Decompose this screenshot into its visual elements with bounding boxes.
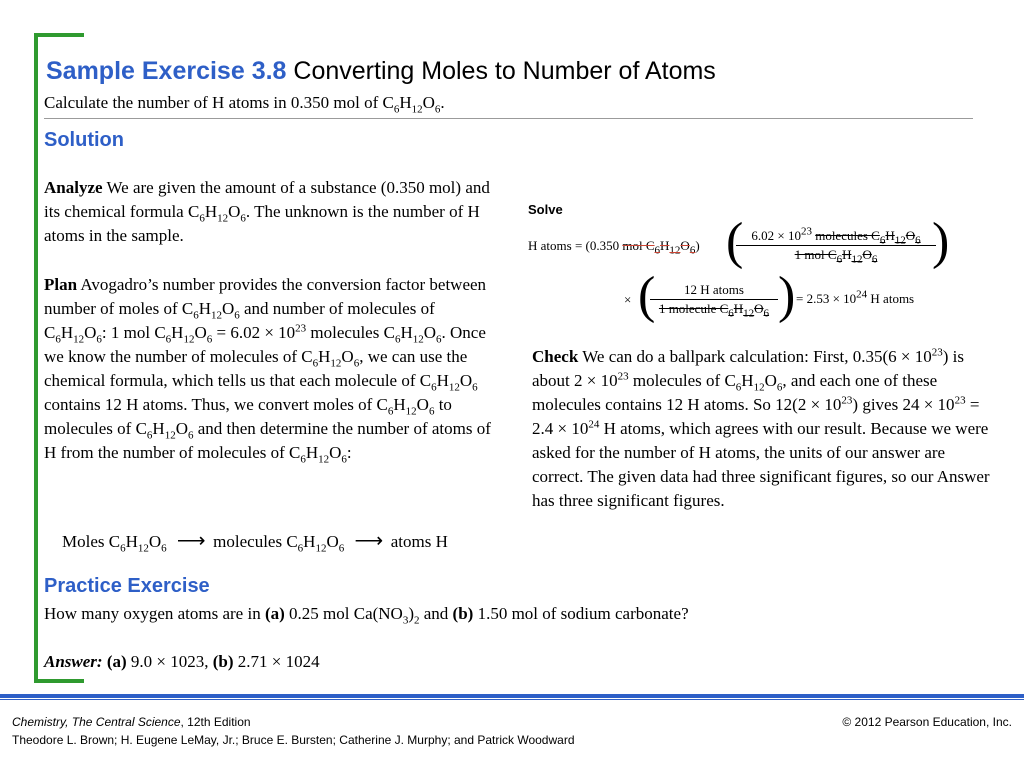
footer-book: Chemistry, The Central Science, 12th Edition — [12, 715, 251, 729]
footer-bar — [0, 694, 1024, 698]
problem-statement: Calculate the number of H atoms in 0.350 mol of $C_6H_{12}O_6$. — [44, 93, 445, 116]
conversion-factor-2: 12 H atoms 1 molecule $C_6H_{12}O_6$ — [650, 282, 778, 317]
divider — [44, 118, 973, 119]
right-arrow-icon: ⟶ — [176, 530, 206, 552]
solution-heading: Solution — [44, 129, 124, 151]
flow-moles: Moles $C_6H_{12}O_6$ — [62, 532, 167, 555]
page-title — [46, 57, 716, 86]
check-paragraph: Check We can do a ballpark calculation: First, $0.35(6 \times 10^{23})$ is about $2 \times 10^{23}$ molecules of $C_6H_{12}O_6$, and each one of these molecules contains 12 H atoms. So $12(2 \times 10^{23})$ gives $24 \times 10^{23} = 2.4 \times 10^{24}$ H atoms, which agrees with our result. Because we were asked for the number of H atoms, the units of our answer are correct. The given data had three significant figures, so our Answer has three significant figures. — [532, 346, 990, 510]
footer-line — [0, 699, 1024, 700]
close-paren: ) — [932, 213, 950, 270]
practice-heading: Practice Exercise — [44, 575, 210, 597]
plan-paragraph: Plan Avogadro’s number provides the conversion factor between number of moles of $C_6H_{12}O_6$ and number of molecules of $C_6H_{12}O_6$: 1 mol $C_6H_{12}O_6 = 6.02 \times 10^{23}$ molecules $C_6H_{12}O_6$. Once we know the number of molecules of $C_6H_{12}O_6$, we can use the chemical formula, which tells us that each molecule of $C_6H_{12}O_6$ contains 12 H atoms. Thus, we convert moles of $C_6H_{12}O_6$ to molecules of $C_6H_{12}O_6$ and then determine the number of atoms of H from the number of molecules of $C_6H_{12}O_6$: — [44, 275, 491, 466]
times-sign: × — [624, 292, 632, 307]
analyze-paragraph: Analyze We are given the amount of a substance (0.350 mol) and its chemical formula $C_6H_{12}O_6$. The unknown is the number of H atoms in the sample. — [44, 178, 490, 245]
exercise-number: Sample Exercise 3.8 — [46, 57, 287, 85]
check-label: Check — [532, 347, 579, 366]
close-paren: ) — [778, 267, 796, 324]
practice-question: How many oxygen atoms are in (a) 0.25 mol $Ca(NO_3)_2$ and (b) 1.50 mol of sodium carbonate? — [44, 604, 689, 627]
solve-label: Solve — [528, 202, 563, 217]
conversion-flow — [62, 528, 448, 553]
open-paren: ( — [726, 213, 744, 270]
conversion-factor-1: $6.02 \times 10^{23}$ molecules $C_6H_{12}O_6$ 1 mol $C_6H_{12}O_6$ — [736, 228, 936, 263]
right-arrow-icon: ⟶ — [354, 530, 384, 552]
practice-answer: Answer: (a) 9.0 × 1023, (b) 2.71 × 1024 — [44, 652, 320, 671]
solve-result: = $2.53 \times 10^{24}$ H atoms — [796, 288, 915, 306]
analyze-label: Analyze — [44, 178, 103, 197]
footer-authors: Theodore L. Brown; H. Eugene LeMay, Jr.; Bruce E. Bursten; Catherine J. Murphy; and Patrick Woodward — [12, 733, 575, 747]
solve-lhs: H atoms = (0.350 mol $C_6H_{12}O_6$) — [528, 238, 700, 257]
plan-label: Plan — [44, 275, 78, 294]
footer-copyright: © 2012 Pearson Education, Inc. — [842, 715, 1012, 729]
flow-atoms: atoms H — [390, 532, 448, 551]
flow-molecules: molecules $C_6H_{12}O_6$ — [213, 532, 345, 555]
exercise-title: Converting Moles to Number of Atoms — [293, 57, 716, 85]
open-paren: ( — [638, 267, 656, 324]
answer-label: Answer: — [44, 652, 103, 671]
